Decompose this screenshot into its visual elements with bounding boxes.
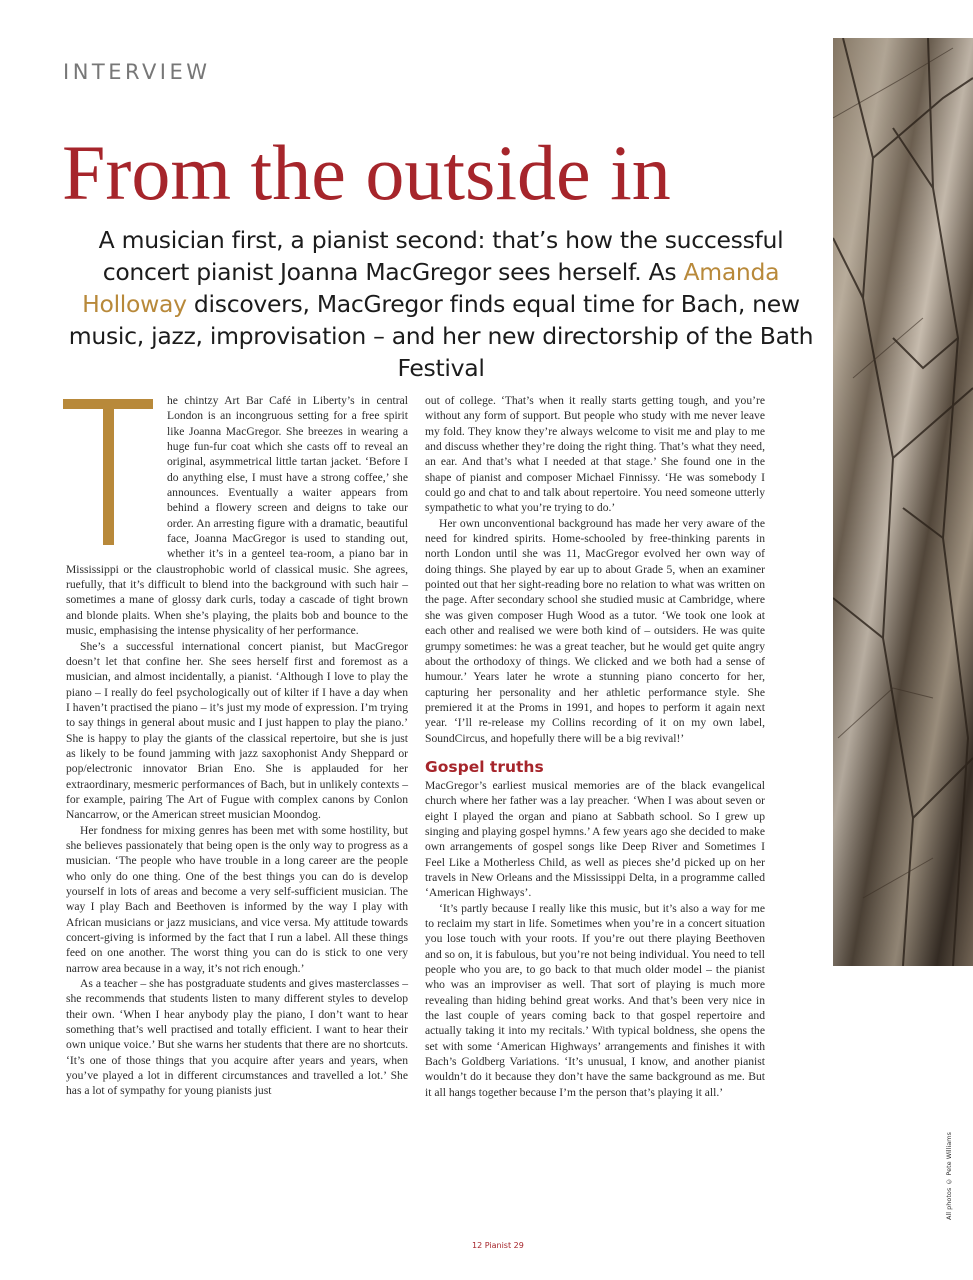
paragraph: She’s a successful international concert pianist, but MacGregor doesn’t let that confine her. She sees herself first and foremost as a musician, and almost incidentally, a pianist. ‘Although I love to play the piano – I really do feel psychologically out of kilter if I have a day when I haven’t practised the piano – it’s just my mode of expression. I’m trying to say things in general about music and I just happen to play the piano.’ She is happy to play the giants of the classical repertoire, but she is just as likely to be found jamming with jazz saxophonist Andy Sheppard or pop/electronic innovator Brian Eno. She is applauded for her extraordinary, mesmeric performances of Bach, but in unlikely contexts – for example, pairing The Art of Fugue with complex canons by Conlon Nancarrow, or the American street musician Moondog. (66, 639, 408, 822)
paragraph: out of college. ‘That’s when it really starts getting tough, and you’re without any form of support. But people who study with me never leave my fold. They know they’re always welcome to visit me and play to me and discuss whether they’re doing the right thing. That’s what they need, an ear. And that’s what I needed at that stage.’ She found one in the shape of pianist and composer Michael Finnissy. ‘He was somebody I could go and chat to and talk about repertoire. You need someone utterly sympathetic to what you’re trying to do.’ (425, 394, 765, 515)
standfirst (60, 224, 822, 384)
paragraph: Her fondness for mixing genres has been met with some hostility, but she believes passionately that being open is the only way to progress as a musician. ‘The people who have trouble in a long career are the people who only do one thing. One of the best things you can do is develop yourself in lots of areas and become a very self-sufficient musician. The way I play Bach and Beethoven is informed by the way I play with African musicians or jazz musicians, and vice versa. My attitude towards concert-giving is informed by the fact that I run a label. All these things feed on one another. The worst thing you can do is stick to one very narrow area because in a way, it’s not rich enough.’ (66, 823, 408, 975)
standfirst-lead: A musician first, a pianist second: that’s how the successful concert pianist Joanna MacGregor sees herself. As (98, 226, 784, 286)
photo-credit: All photos © Pete Williams (945, 1132, 953, 1220)
drop-cap (63, 395, 163, 547)
paragraph: ‘It’s partly because I really like this music, but it’s also a way for me to reclaim my start in life. Sometimes when you’re in a concert situation you lose touch with your roots. If you’re out there playing Beethoven and so on, it is fabulous, but you’re not being individual. You need to tell people who you are, to go back to that much older model – the pianist who was an improviser as well. That sort of playing is much more revealing than hiding behind great works. And that’s been very nice in the last couple of years coming back to that gospel repertoire and actually taking it into my recitals.’ With typical boldness, she opens the set with some ‘American Highways’ arrangements and finishes it with Bach’s Goldberg Variations. ‘It’s unusual, I know, and another pianist wouldn’t do it because they don’t have the same background as me. But it all hangs together because I’m the person that’s playing it all.’ (425, 901, 765, 1099)
page-folio: 12 Pianist 29 (472, 1241, 524, 1250)
paragraph: MacGregor’s earliest musical memories are of the black evangelical church where her father was a lay preacher. ‘When I was about seven or eight I played the organ and piano at Sabbath school. So I grew up singing and playing gospel hymns.’ A few years ago she decided to make own arrangements of gospel songs like Deep River and Sometimes I Feel Like a Motherless Child, as well as pieces she’d picked up on her travels in New Orleans and the Mississippi Delta, in a programme called ‘American Highways’. (425, 778, 765, 900)
article-column-1 (66, 393, 408, 1099)
headline: From the outside in (62, 129, 671, 216)
paragraph: he chintzy Art Bar Café in Liberty’s in central London is an incongruous setting for a free spirit like Joanna MacGregor. She breezes in wearing a huge fun-fur coat which she casts off to reveal an original, asymmetrical little tartan jacket. ‘Before I do anything else, I must have a strong coffee,’ she announces. Eventually a waiter appears from behind a flowery screen and deigns to take our order. An arresting figure with a dramatic, beautiful face, Joanna MacGregor is used to standing out, whether it’s in a genteel tea-room, a piano bar in Mississippi or the claustrophobic world of classical music. She agrees, ruefully, that it’s difficult to blend into the background with such hair – sometimes a mane of glossy dark curls, today a cascade of tight brown and blonde plaits. When she’s playing, the plaits bob and bounce to the music, emphasising the intense physicality of her performance. (66, 394, 408, 638)
paragraph: Her own unconventional background has made her very aware of the need for kindred spirits. Home-schooled by free-thinking parents in north London until she was 11, MacGregor evolved her own way of doing things. She played by ear up to about Grade 5, when an examiner pointed out that her sight-reading bore no relation to what was written on the page. After secondary school she studied music at Cambridge, where she was given composer Hugh Wood as a tutor. ‘We took one look at each other and realised we were both kind of – outsiders. He was quite grumpy sometimes: he was a great teacher, but he would get quite angry about the orthodoxy of things. We clicked and we both had a sense of humour.’ Years later he wrote a stunning piano concerto for her, capturing her personality and her athletic performance style. She premiered it at the Proms in 1991, and hopes to perform it again next year. ‘I’ll re-release my Collins recording of it on my own label, SoundCircus, and hopefully there will be a big revival!’ (425, 516, 765, 745)
author-name: Amanda Holloway (82, 258, 780, 318)
standfirst-tail: discovers, MacGregor finds equal time for Bach, new music, jazz, improvisation – and her new directorship of the Bath Festival (68, 290, 814, 382)
subheading: Gospel truths (425, 757, 544, 776)
section-label: INTERVIEW (63, 60, 211, 84)
article-column-2 (425, 393, 765, 1100)
drop-cap-stem (103, 399, 114, 545)
paragraph: As a teacher – she has postgraduate students and gives masterclasses – she recommends that students listen to many different styles to develop their own. ‘When I hear anybody play the piano, I don’t want to hear something that’s well practised and totally efficient. I want to hear their own unique voice.’ But she warns her students that there are no shortcuts. ‘It’s one of those things that you acquire after years and years, when you’ve played a lot in different circumstances and travelled a lot.’ She has a lot of sympathy for young pianists just (66, 977, 408, 1098)
tree-branches-illustration (833, 38, 973, 966)
photo-panel (833, 38, 973, 966)
